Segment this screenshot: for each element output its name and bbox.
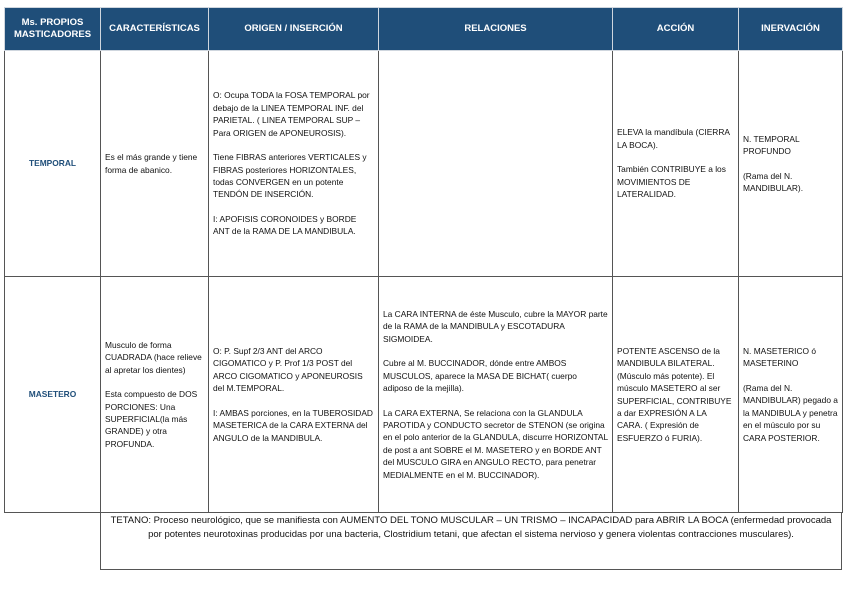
cell-paragraph: I: AMBAS porciones, en la TUBEROSIDAD MASETERICA de la CARA EXTERNA del ANGULO de la MANDIBULA.	[213, 407, 373, 443]
cell-paragraph: (Rama del N. MANDIBULAR).	[743, 170, 804, 193]
cell-paragraph: I: APOFISIS CORONOIDES y BORDE ANT de la RAMA DE LA MANDIBULA.	[213, 213, 357, 237]
cell-paragraph: ELEVA la mandíbula (CIERRA LA BOCA).	[617, 127, 730, 150]
caracteristicas-cell	[101, 51, 209, 277]
accion-cell	[613, 277, 739, 513]
header-musculos: Ms. PROPIOS MASTICADORES	[5, 8, 101, 51]
cell-paragraph: Musculo de forma CUADRADA (hace relieve al apretar los dientes)	[105, 339, 202, 375]
header-caracteristicas: CARACTERÍSTICAS	[101, 8, 209, 51]
cell-paragraph: También CONTRIBUYE a los MOVIMIENTOS DE LATERALIDAD.	[617, 164, 726, 200]
masticatory-muscles-table	[4, 7, 843, 513]
relaciones-cell	[379, 277, 613, 513]
inervacion-cell	[739, 51, 843, 277]
header-row	[5, 8, 843, 51]
muscle-name: MASETERO	[5, 277, 101, 513]
tetano-note: TETANO: Proceso neurológico, que se manifiesta con AUMENTO DEL TONO MUSCULAR – UN TRISMO – INCAPACIDAD para ABRIR LA BOCA (enfermedad provocada por potentes neurotoxinas producidas por una bacteria, Clostridium tetani, que afectan el sistema nervioso y genera violentas contracciones musculares).	[100, 512, 842, 570]
origen-cell	[209, 277, 379, 513]
table-row	[5, 51, 843, 277]
cell-paragraph: La CARA EXTERNA, Se relaciona con la GLANDULA PAROTIDA y CONDUCTO secretor de STENON (se origina en el polo anterior de la GLANDULA, discurre HORIZONTAL de post a ant SOBRE el M. MASETERO y en BORDE ANT del MUSCULO GIRA en ANGULO RECTO, para penetrar MEDIALMENTE en el M. BUCCINADOR).	[383, 407, 608, 480]
cell-paragraph: O: P. Supf 2/3 ANT del ARCO CIGOMATICO y P. Prof 1/3 POST del ARCO CIGOMATICO y APONEUROSIS del M.TEMPORAL.	[213, 346, 363, 394]
table-row	[5, 277, 843, 513]
relaciones-cell	[379, 51, 613, 277]
inervacion-cell	[739, 277, 843, 513]
muscle-name: TEMPORAL	[5, 51, 101, 277]
origen-cell	[209, 51, 379, 277]
cell-paragraph: Tiene FIBRAS anteriores VERTICALES y FIBRAS posteriores HORIZONTALES, todas CONVERGEN en un potente TENDÓN DE INSERCIÓN.	[213, 152, 367, 200]
cell-paragraph: O: Ocupa TODA la FOSA TEMPORAL por debajo de la LINEA TEMPORAL INF. del PARIETAL. ( LINEA TEMPORAL SUP – Para ORIGEN de APONEUROSIS).	[213, 90, 370, 138]
cell-paragraph: (Rama del N. MANDIBULAR) pegado a la MANDIBULA y penetra en el músculo por su CARA POSTERIOR.	[743, 382, 838, 443]
accion-cell	[613, 51, 739, 277]
header-accion: ACCIÓN	[613, 8, 739, 51]
header-origen: ORIGEN / INSERCIÓN	[209, 8, 379, 51]
caracteristicas-cell	[101, 277, 209, 513]
header-inervacion: INERVACIÓN	[739, 8, 843, 51]
header-relaciones: RELACIONES	[379, 8, 613, 51]
cell-paragraph: Cubre al M. BUCCINADOR, dónde entre AMBOS MUSCULOS, aparece la MASA DE BICHAT( cuerpo adiposo de la mejilla).	[383, 358, 577, 394]
cell-paragraph: Esta compuesto de DOS PORCIONES: Una SUPERFICIAL(la más GRANDE) y otra PROFUNDA.	[105, 389, 198, 449]
cell-paragraph: Es el más grande y tiene forma de abanico.	[105, 152, 198, 175]
cell-paragraph: N. MASETERICO ó MASETERINO	[743, 346, 817, 369]
cell-paragraph: La CARA INTERNA de éste Musculo, cubre la MAYOR parte de la RAMA de la MANDIBULA y ESCOTADURA SIGMOIDEA.	[383, 309, 608, 344]
cell-paragraph: POTENTE ASCENSO de la MANDIBULA BILATERAL. (Músculo más potente). El músculo MASETERO al ser SUPERFICIAL, CONTRIBUYE a dar EXPRESIÓN A LA CARA. ( Expresión de ESFUERZO ó FURIA).	[617, 345, 732, 443]
cell-paragraph: N. TEMPORAL PROFUNDO	[743, 133, 800, 157]
